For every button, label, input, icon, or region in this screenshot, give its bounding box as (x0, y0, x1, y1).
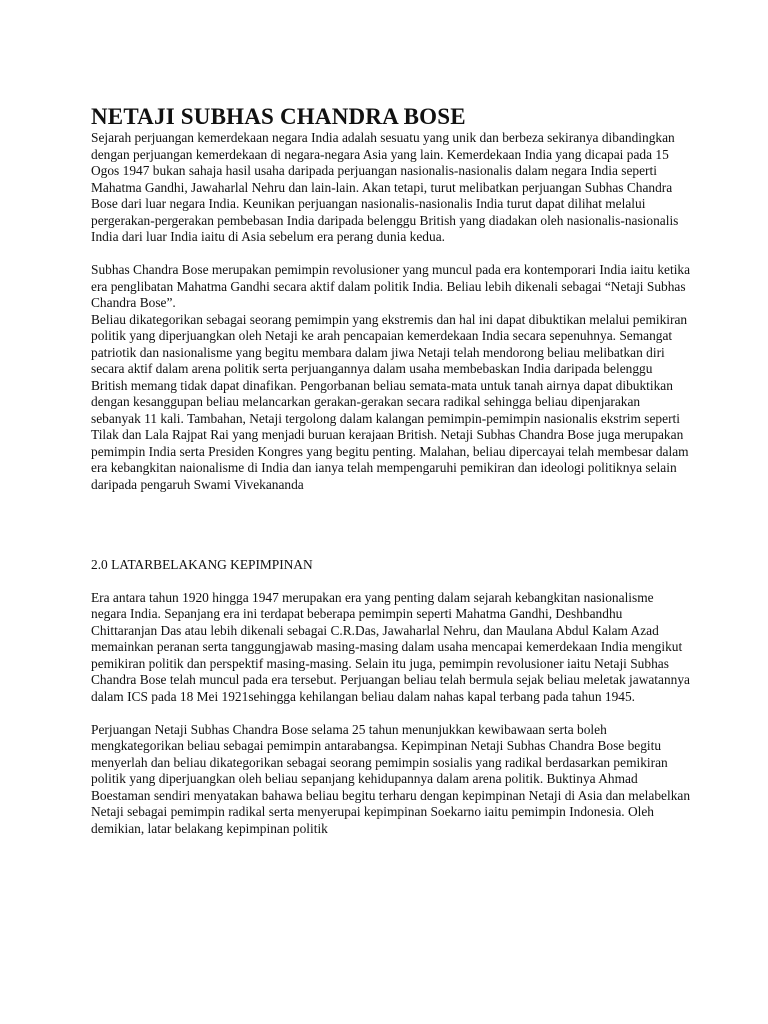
section-heading: 2.0 LATARBELAKANG KEPIMPINAN (91, 557, 313, 572)
paragraph-intro: Sejarah perjuangan kemerdekaan negara India adalah sesuatu yang unik dan berbeza sekiranya dibandingkan dengan perjuangan kemerdekaan di negara-negara Asia yang lain. Kemerdekaan India yang dicapai pada 15 Ogos 1947 bukan sahaja hasil usaha daripada perjuangan nasionalis-nasionalis dalam negara India seperti Mahatma Gandhi, Jawaharlal Nehru dan lain-lain. Akan tetapi, turut melibatkan perjuangan Subhas Chandra Bose dari luar negara India. Keunikan perjuangan nasionalis-nasionalis India turut dapat dilihat melalui pergerakan-pergerakan pembebasan India daripada belenggu British yang diadakan oleh nasionalis-nasionalis India dari luar India iaitu di Asia sebelum era perang dunia kedua. (91, 130, 679, 244)
section-spacer (91, 493, 691, 557)
document-body (91, 104, 691, 837)
paragraph-bose-intro: Subhas Chandra Bose merupakan pemimpin revolusioner yang muncul pada era kontemporari India iaitu ketika era penglibatan Mahatma Gandhi secara aktif dalam politik India. Beliau lebih dikenali sebagai “Netaji Subhas Chandra Bose”. (91, 262, 691, 310)
heading-spacer (91, 574, 691, 590)
paragraph-leadership: Perjuangan Netaji Subhas Chandra Bose selama 25 tahun menunjukkan kewibawaan serta boleh mengkategorikan beliau sebagai pemimpin antarabangsa. Kepimpinan Netaji Subhas Chandra Bose begitu menyerlah dan beliau dikategorikan sebagai seorang pemimpin sosialis yang radikal berdasarkan pemikiran politik yang diperjuangkan oleh beliau sepanjang kehidupannya dalam arena politik. Buktinya Ahmad Boestaman sendiri menyatakan bahawa beliau begitu terharu dengan kepimpinan Netaji di Asia dan melabelkan Netaji sebagai pemimpin radikal serta menyerupai kepimpinan Soekarno iaitu pemimpin Indonesia. Oleh demikian, latar belakang kepimpinan politik (91, 721, 691, 836)
paragraph-era: Era antara tahun 1920 hingga 1947 merupakan era yang penting dalam sejarah kebangkitan nasionalisme negara India. Sepanjang era ini terdapat beberapa pemimpin seperti Mahatma Gandhi, Deshbandhu Chittaranjan Das atau lebih dikenali sebagai C.R.Das, Jawaharlal Nehru, dan Maulana Abdul Kalam Azad memainkan peranan serta tanggungjawab masing-masing dalam usaha mencapai kemerdekaan India mengikut pemikiran politik dan perspektif masing-masing. Selain itu juga, pemimpin revolusioner iaitu Netaji Subhas Chandra Bose telah muncul pada era tersebut. Perjuangan beliau telah bermula sejak beliau meletak jawatannya dalam ICS pada 18 Mei 1921sehingga kehilangan beliau dalam nahas kapal terbang pada tahun 1945. (91, 589, 690, 704)
paragraph-bose-extremist: Beliau dikategorikan sebagai seorang pemimpin yang ekstremis dan hal ini dapat dibuktikan melalui pemikiran politik yang diperjuangkan oleh Netaji ke arah pencapaian kemerdekaan India secara sepenuhnya. Semangat patriotik dan nasionalisme yang begitu membara dalam jiwa Netaji telah mendorong beliau melibatkan diri secara aktif dalam arena politik serta perjuangannya dalam usaha membebaskan India daripada belenggu British memang tidak dapat dinafikan. Pengorbanan beliau semata-mata untuk tanah airnya dapat dibuktikan dengan kesanggupan beliau melancarkan gerakan-gerakan secara radikal sehingga beliau dipenjarakan sebanyak 11 kali. Tambahan, Netaji tergolong dalam kalangan pemimpin-pemimpin nasionalis ekstrim seperti Tilak dan Lala Rajpat Rai yang menjadi buruan kerajaan British. Netaji Subhas Chandra Bose juga merupakan pemimpin India serta Presiden Kongres yang begitu penting. Malahan, beliau dipercayai telah membesar dalam era kebangkitan naionalisme di India dan ianya telah mempengaruhi pemikiran dan ideologi politiknya selain daripada pengaruh Swami Vivekananda (91, 311, 689, 492)
document-title: NETAJI SUBHAS CHANDRA BOSE (91, 104, 466, 129)
paragraph-spacer (91, 246, 691, 263)
paragraph-spacer (91, 705, 691, 722)
